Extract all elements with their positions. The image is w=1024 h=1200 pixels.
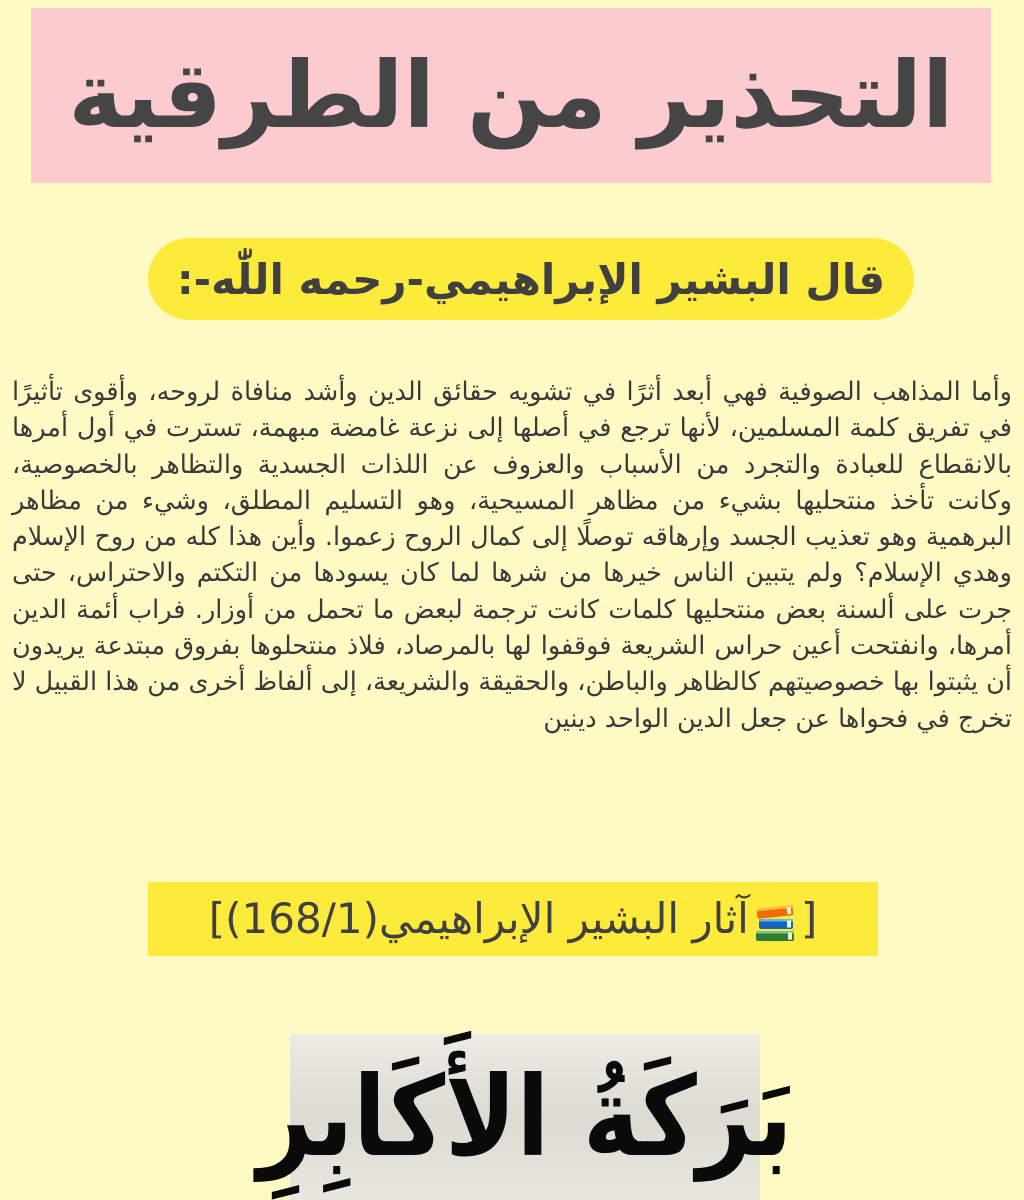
author-badge <box>148 238 914 320</box>
author-line: قال البشير الإبراهيمي-رحمه اللّٰه-: <box>176 254 886 304</box>
source-title: آثار البشير الإبراهيمي(168/1) <box>225 893 749 943</box>
quote-body: وأما المذاهب الصوفية فهي أبعد أثرًا في تشويه حقائق الدين وأشد منافاة لروحه، وأقوى تأثيرًا في تفريق كلمة المسلمين، لأنها ترجع في أصلها إلى نزعة غامضة مبهمة، تسترت في أول أمرها بالانقطاع للعبادة والتجرد من الأسباب والعزوف عن اللذات الجسدية والتظاهر بالخصوصية، وكانت تأخذ منتحليها بشيء من مظاهر المسيحية، وهو التسليم المطلق، وشيء من مظاهر البرهمية وهو تعذيب الجسد وإرهاقه توصلًا إلى كمال الروح زعموا. وأين هذا كله من روح الإسلام وهدي الإسلام؟ ولم يتبين الناس خيرها من شرها لما كان يسودها من التكتم والاحتراس، حتى جرت على ألسنة بعض منتحليها كلمات كانت ترجمة لبعض ما تحمل من أوزار. فراب أئمة الدين أمرها، وانفتحت أعين حراس الشريعة فوقفوا لها بالمرصاد، فلاذ منتحلوها بفروق مبتدعة يريدون أن يثبتوا بها خصوصيتهم كالظاهر والباطن، والحقيقة والشريعة، إلى ألفاظ أخرى من هذا القبيل لا تخرج في فحواها عن جعل الدين الواحد دينين <box>12 377 1012 734</box>
source-line <box>209 894 817 945</box>
source-close-bracket: ] <box>208 893 226 943</box>
logo-text: بَرَكَةُ الأَكَابِرِ <box>257 1052 793 1182</box>
page-title: التحذير من الطرقية <box>68 41 954 149</box>
books-icon <box>753 898 797 944</box>
logo-banner <box>257 1034 793 1200</box>
source-open-bracket: [ <box>800 893 818 943</box>
title-banner <box>31 8 991 183</box>
source-citation <box>148 882 878 956</box>
